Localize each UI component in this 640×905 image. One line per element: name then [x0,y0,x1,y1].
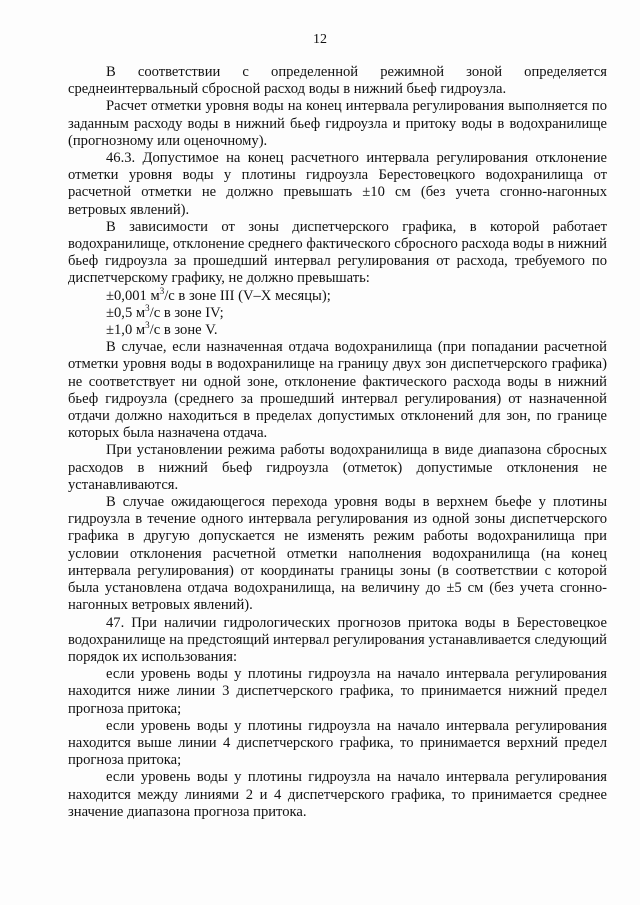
paragraph: В соответствии с определенной режимной зоной определяется среднеинтервальный сбросной расход воды в нижний бьеф гидроузла. [68,64,607,98]
paragraph: если уровень воды у плотины гидроузла на начало интервала регулирования находится между линиями 2 и 4 диспетчерского графика, то принимается среднее значение диапазона прогноза притока. [68,769,607,820]
tolerance-text: /с в зоне IV; [149,304,224,321]
tolerance-text: /с в зоне III (V–X месяцы); [164,287,331,304]
tolerance-value: ±1,0 м [106,322,146,339]
paragraph: В зависимости от зоны диспетчерского графика, в которой работает водохранилище, отклонение среднего фактического сбросного расхода воды в нижний бьеф гидроузла за прошедший интервал регулирования от расхода, требуемого по диспетчерскому графику, не должно превышать: [68,218,607,287]
tolerance-unit-superscript: 3 [159,285,165,296]
paragraph: если уровень воды у плотины гидроузла на начало интервала регулирования находится выше линии 4 диспетчерского графика, то принимается верхний предел прогноза притока; [68,717,607,769]
paragraph: 46.3. Допустимое на конец расчетного интервала регулирования отклонение отметки уровня воды у плотины гидроузла Берестовецкого водохранилища от расчетной отметки не должно превышать ±10 см (без учета сгонно-нагонных ветровых явлений). [68,150,607,218]
tolerance-value: ±0,001 м [106,287,160,304]
tolerance-text: /с в зоне V. [149,322,218,339]
page-number: 12 [313,32,327,47]
paragraph: В случае, если назначенная отдача водохранилища (при попадании расчетной отметки уровня воды в водохранилище на границу двух зон диспетчерского графика) не соответствует ни одной зоне, отклонение фактического расхода воды в нижний бьеф гидроузла (среднего за прошедший интервал регулирования) от назначенной отдачи должно находиться в пределах допустимых отклонений для зон, по границе которых была назначена отдача. [68,339,607,442]
paragraph: если уровень воды у плотины гидроузла на начало интервала регулирования находится ниже линии 3 диспетчерского графика, то принимается нижний предел прогноза притока; [68,666,607,717]
tolerance-unit-superscript: 3 [145,320,150,331]
paragraph: 47. При наличии гидрологических прогнозов притока воды в Берестовецкое водохранилище на предстоящий интервал регулирования устанавливается следующий порядок их использования: [68,614,607,665]
paragraph: Расчет отметки уровня воды на конец интервала регулирования выполняется по заданным расходу воды в нижний бьеф гидроузла и притоку воды в водохранилище (прогнозному или оценочному). [68,98,607,149]
tolerance-value: ±0,5 м [106,304,146,321]
tolerance-zone-v [68,322,607,339]
document-body [68,64,607,821]
paragraph: В случае ожидающегося перехода уровня воды в верхнем бьефе у плотины гидроузла в течение одного интервала регулирования из одной зоны диспетчерского графика в другую допускается не изменять режим работы водохранилища при условии отклонения расчетной отметки наполнения водохранилища (на конец интервала регулирования) от координаты границы зоны (в соответствии с которой была установлена отдача водохранилища, на величину до ±5 см (без учета сгонно-нагонных ветровых явлений). [68,494,607,614]
paragraph: При установлении режима работы водохранилища в виде диапазона сбросных расходов в нижний бьеф гидроузла (отметок) допустимые отклонения не устанавливаются. [68,442,607,493]
tolerance-unit-superscript: 3 [145,302,150,313]
